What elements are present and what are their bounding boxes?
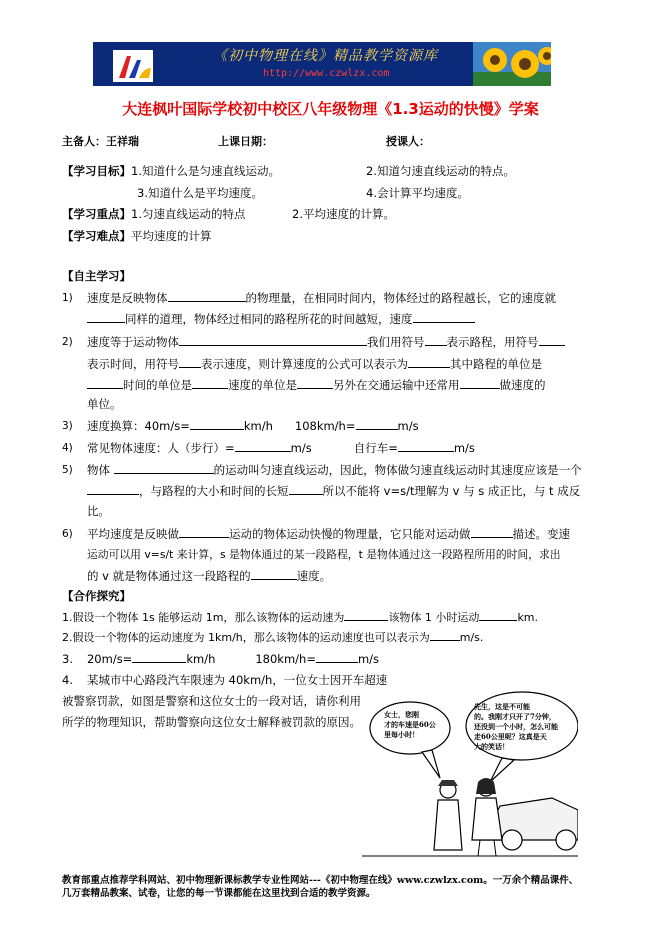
q5-text-d: 所以不能将 v=s/t理解为 v 与 s 成正比，与 t 成反 [322, 484, 581, 498]
banner-title: 《初中物理在线》精品教学资源库 [213, 48, 438, 64]
coop-q3-blank-2[interactable] [316, 651, 358, 663]
lady-speech-line: 大的笑话！ [474, 742, 509, 751]
q1-blank-1[interactable] [168, 290, 246, 302]
lady-speech-line: 先生，这是不可能 [474, 702, 530, 711]
coop-q2-text-a: 2.假设一个物体的运动速度为 1km/h，那么该物体的运动速度也可以表示为 [62, 631, 430, 644]
coop-q1-text-a: 1.假设一个物体 1s 能够运动 1m，那么该物体的运动速为 [62, 611, 345, 624]
banner-url[interactable]: http://www.czwlzx.com [263, 68, 390, 79]
coop-q3-text-b: km/h [186, 652, 216, 666]
q2-text-g: 时间的单位是 [123, 378, 192, 392]
q2-number: 2) [62, 336, 73, 348]
key-point-2: 2.平均速度的计算。 [292, 207, 395, 221]
coop-q3-text-a: 20m/s= [86, 652, 133, 666]
q2-text-e: 表示速度，则计算速度的公式可以表示为 [201, 357, 408, 371]
preparer-label: 主备人：王祥瑞 [62, 135, 139, 148]
q3-text-a: 速度换算：40m/s= [87, 419, 190, 433]
objectives-label: 【学习目标】 [62, 164, 131, 178]
coop-q1-text-b: 该物体 1 小时运动 [388, 611, 480, 624]
difficulty-row [62, 228, 212, 244]
q3-text-b: km/h [243, 419, 273, 433]
q3-blank-1[interactable] [190, 418, 244, 430]
q2-text-h: 速度的单位是 [228, 378, 297, 392]
q2-blank-3[interactable] [539, 334, 565, 346]
coop-q1-text-c: km. [517, 611, 539, 624]
q1-blank-3[interactable] [413, 311, 475, 323]
q6-text-b: 运动的物体运动快慢的物理量，它只能对运动做 [229, 527, 471, 541]
coop-q2-blank-1[interactable] [430, 629, 460, 641]
coop-q2-text-b: m/s. [459, 631, 484, 644]
coop-q4-line-3: 所学的物理知识，帮助警察向这位女士解释被罚款的原因。 [62, 715, 361, 729]
coop-q4-number: 4. [62, 673, 73, 687]
q2-text-i: 另外在交通运输中还常用 [333, 378, 460, 392]
q5-line-3: 比。 [87, 504, 110, 518]
q4-blank-2[interactable] [398, 440, 454, 452]
q6-text-c: 描述。变速 [512, 527, 570, 541]
difficulty-label: 【学习难点】 [62, 229, 131, 243]
lady-speech-line: 走60公里呢？这真是天 [474, 732, 547, 741]
police-speech-line: 女士，您刚 [384, 710, 419, 719]
q3-line [87, 418, 419, 434]
key-points-label: 【学习重点】 [62, 207, 131, 221]
q2-blank-9[interactable] [460, 377, 500, 389]
self-study-label: 【自主学习】 [62, 269, 131, 283]
q2-line-1 [87, 334, 565, 350]
coop-q1 [62, 609, 538, 626]
footer-line-1: 教育部重点推荐学科网站、初中物理新课标教学专业性网站---《初中物理在线》www.czwlzx.com。一万余个精品课件、 [62, 875, 579, 886]
q2-text-b: 我们用符号 [367, 335, 425, 349]
q1-line-1 [87, 290, 556, 306]
q6-blank-3[interactable] [251, 568, 297, 580]
q6-line-3 [87, 568, 331, 584]
coop-q3 [62, 651, 379, 667]
page-footer [62, 874, 578, 900]
q5-text-b: 的运动叫匀速直线运动，因此，物体做匀速直线运动时其速度应该是一个 [213, 463, 582, 477]
police-speech-line: 才的车速是60公 [384, 720, 436, 729]
q2-blank-1[interactable] [179, 334, 367, 346]
cooperation-label: 【合作探究】 [62, 589, 131, 603]
coop-q3-text-c: 180km/h= [255, 652, 316, 666]
objectives-row-1 [62, 163, 280, 179]
q1-text-c: 同样的道理，物体经过相同的路程所花的时间越短，速度 [125, 312, 413, 326]
coop-q1-blank-2[interactable] [479, 609, 517, 621]
q6-text-f: 速度。 [296, 569, 332, 583]
q2-text-j: 做速度的 [499, 378, 546, 392]
objective-2: 2.知道匀速直线运动的特点。 [366, 164, 515, 178]
q3-text-c: 108km/h= [294, 419, 356, 433]
coop-q4-line-2: 被警察罚款，如图是警察和这位女士的一段对话，请你利用 [62, 694, 361, 708]
document-title: 大连枫叶国际学校初中校区八年级物理《1.3运动的快慢》学案 [122, 100, 539, 118]
header-banner [93, 42, 551, 86]
q1-blank-2[interactable] [87, 311, 125, 323]
q2-blank-6[interactable] [87, 377, 123, 389]
site-logo-icon [113, 50, 153, 82]
objective-4: 4.会计算平均速度。 [366, 186, 469, 200]
q2-blank-5[interactable] [408, 356, 450, 368]
objective-3: 3.知道什么是平均速度。 [137, 186, 263, 200]
q2-blank-4[interactable] [179, 356, 201, 368]
objective-1: 1.知道什么是匀速直线运动。 [131, 164, 280, 178]
coop-q3-text-d: m/s [357, 652, 380, 666]
lady-speech-line: 的。我刚才只开了7分钟， [474, 712, 556, 721]
teacher-label: 授课人： [386, 135, 430, 148]
q6-blank-2[interactable] [471, 526, 513, 538]
coop-q3-number: 3. [62, 652, 73, 666]
q6-line-1 [87, 526, 570, 542]
q2-line-2 [87, 356, 542, 372]
q5-line-1 [87, 462, 582, 478]
q3-number: 3) [62, 420, 73, 432]
coop-q3-blank-1[interactable] [132, 651, 186, 663]
sunflower-image [473, 42, 551, 86]
q2-text-f: 其中路程的单位是 [450, 357, 542, 371]
police-speech-line: 里每小时！ [384, 730, 419, 739]
q3-blank-2[interactable] [356, 418, 398, 430]
q6-line-2: 运动可以用 v=s/t 来计算，s 是物体通过的某一段路程，t 是物体通过这一段路程所用的时间，求出 [87, 548, 561, 561]
key-point-1: 1.匀速直线运动的特点 [131, 207, 246, 221]
q5-number: 5) [62, 464, 73, 476]
lady-speech-line: 还没到一个小时，怎么可能 [474, 722, 558, 731]
q4-blank-1[interactable] [235, 440, 291, 452]
q5-text-c: ，与路程的大小和时间的长短 [139, 484, 289, 498]
key-points-row [62, 206, 245, 222]
q4-line [87, 440, 475, 456]
lady-speech [474, 702, 558, 752]
q1-text-b: 的物理量，在相同时间内，物体经过的路程越长，它的速度就 [245, 291, 556, 305]
q2-blank-8[interactable] [297, 377, 333, 389]
coop-q4-line-1: 某城市中心路段汽车限速为 40km/h，一位女士因开车超速 [87, 673, 388, 687]
q5-blank-3[interactable] [289, 483, 323, 495]
q1-line-2 [87, 311, 475, 327]
footer-line-2: 几万套精品教案、试卷，让您的每一节课都能在这里找到合适的教学资源。 [62, 888, 376, 899]
q2-text-d: 表示时间，用符号 [87, 357, 179, 371]
q5-blank-1[interactable] [114, 462, 214, 474]
q2-text-c: 表示路程，用符号 [446, 335, 539, 349]
class-date-label: 上课日期： [218, 135, 273, 148]
difficulty-text: 平均速度的计算 [131, 229, 212, 243]
q4-text-d: m/s [453, 441, 475, 455]
police-lady-cartoon [362, 690, 578, 860]
q5-text-a: 物体 [87, 463, 110, 477]
q4-text-c: 自行车= [353, 441, 398, 455]
q4-text-a: 常见物体速度：人（步行）= [87, 441, 235, 455]
q2-blank-2[interactable] [425, 334, 447, 346]
q2-line-3 [87, 377, 546, 393]
coop-q1-blank-1[interactable] [344, 609, 388, 621]
q5-blank-2[interactable] [87, 483, 139, 495]
q1-number: 1) [62, 292, 73, 304]
q5-line-2 [87, 483, 580, 499]
q2-text-a: 速度等于运动物体 [87, 335, 179, 349]
q6-text-a: 平均速度是反映做 [87, 527, 179, 541]
q6-number: 6) [62, 528, 73, 540]
q2-blank-7[interactable] [192, 377, 228, 389]
q2-line-4: 单位。 [87, 397, 122, 411]
police-speech [384, 710, 436, 740]
coop-q2 [62, 629, 483, 646]
q6-text-e: 的 v 就是物体通过这一段路程的 [87, 569, 251, 583]
q4-number: 4) [62, 442, 73, 454]
q3-text-d: m/s [397, 419, 419, 433]
q4-text-b: m/s [290, 441, 312, 455]
q1-text-a: 速度是反映物体 [87, 291, 168, 305]
q6-blank-1[interactable] [179, 526, 229, 538]
